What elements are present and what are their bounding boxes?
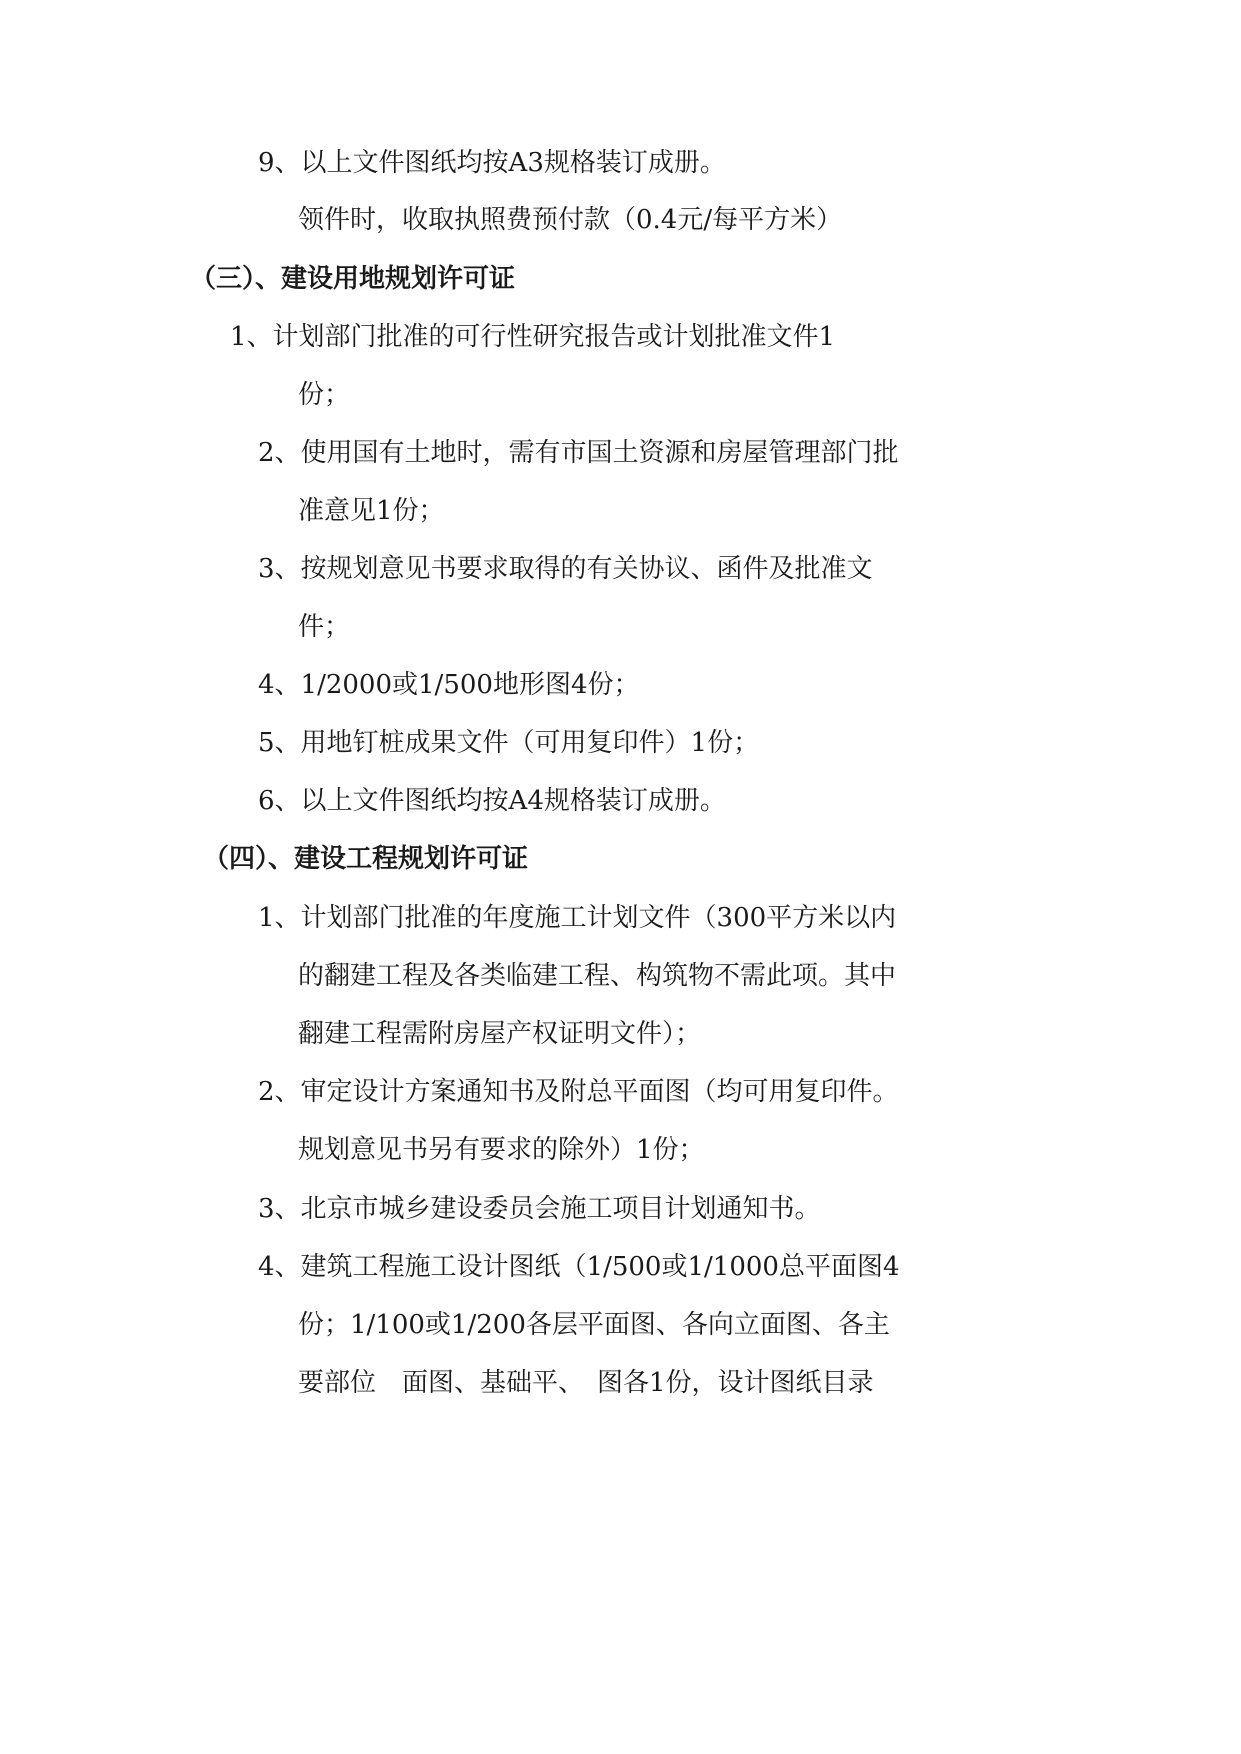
section-heading: （四）、建设工程规划许可证 xyxy=(203,844,529,874)
text-line: 翻建工程需附房屋产权证明文件）； xyxy=(298,1019,702,1049)
text-line: 3、北京市城乡建设委员会施工项目计划通知书。 xyxy=(258,1194,821,1224)
text-line: 2、使用国有土地时，需有市国土资源和房屋管理部门批 xyxy=(258,438,899,468)
text-line: 要部位 面图、基础平、 图各1份，设计图纸目录 xyxy=(298,1368,874,1398)
text-line: 3、按规划意见书要求取得的有关协议、函件及批准文 xyxy=(258,554,873,584)
text-line: 规划意见书另有要求的除外）1份； xyxy=(298,1135,705,1165)
section-heading: （三）、建设用地规划许可证 xyxy=(190,264,516,294)
text-line: 件； xyxy=(298,612,351,642)
text-line: 领件时，收取执照费预付款（0.4元/每平方米） xyxy=(298,205,843,235)
text-line: 1、计划部门批准的可行性研究报告或计划批准文件1 xyxy=(230,322,836,352)
text-line: 的翻建工程及各类临建工程、构筑物不需此项。其中 xyxy=(298,961,897,991)
text-line: 份；1/100或1/200各层平面图、各向立面图、各主 xyxy=(298,1310,890,1340)
text-line: 2、审定设计方案通知书及附总平面图（均可用复印件。 xyxy=(258,1077,899,1107)
text-line: 份； xyxy=(298,380,351,410)
text-line: 4、1/2000或1/500地形图4份； xyxy=(258,670,640,700)
text-line: 6、以上文件图纸均按A4规格装订成册。 xyxy=(258,786,726,816)
text-line: 4、建筑工程施工设计图纸（1/500或1/1000总平面图4 xyxy=(258,1252,900,1282)
text-line: 5、用地钉桩成果文件（可用复印件）1份； xyxy=(258,728,760,758)
text-line: 9、以上文件图纸均按A3规格装订成册。 xyxy=(258,148,726,178)
text-line: 准意见1份； xyxy=(298,496,445,526)
text-line: 1、计划部门批准的年度施工计划文件（300平方米以内 xyxy=(258,903,897,933)
